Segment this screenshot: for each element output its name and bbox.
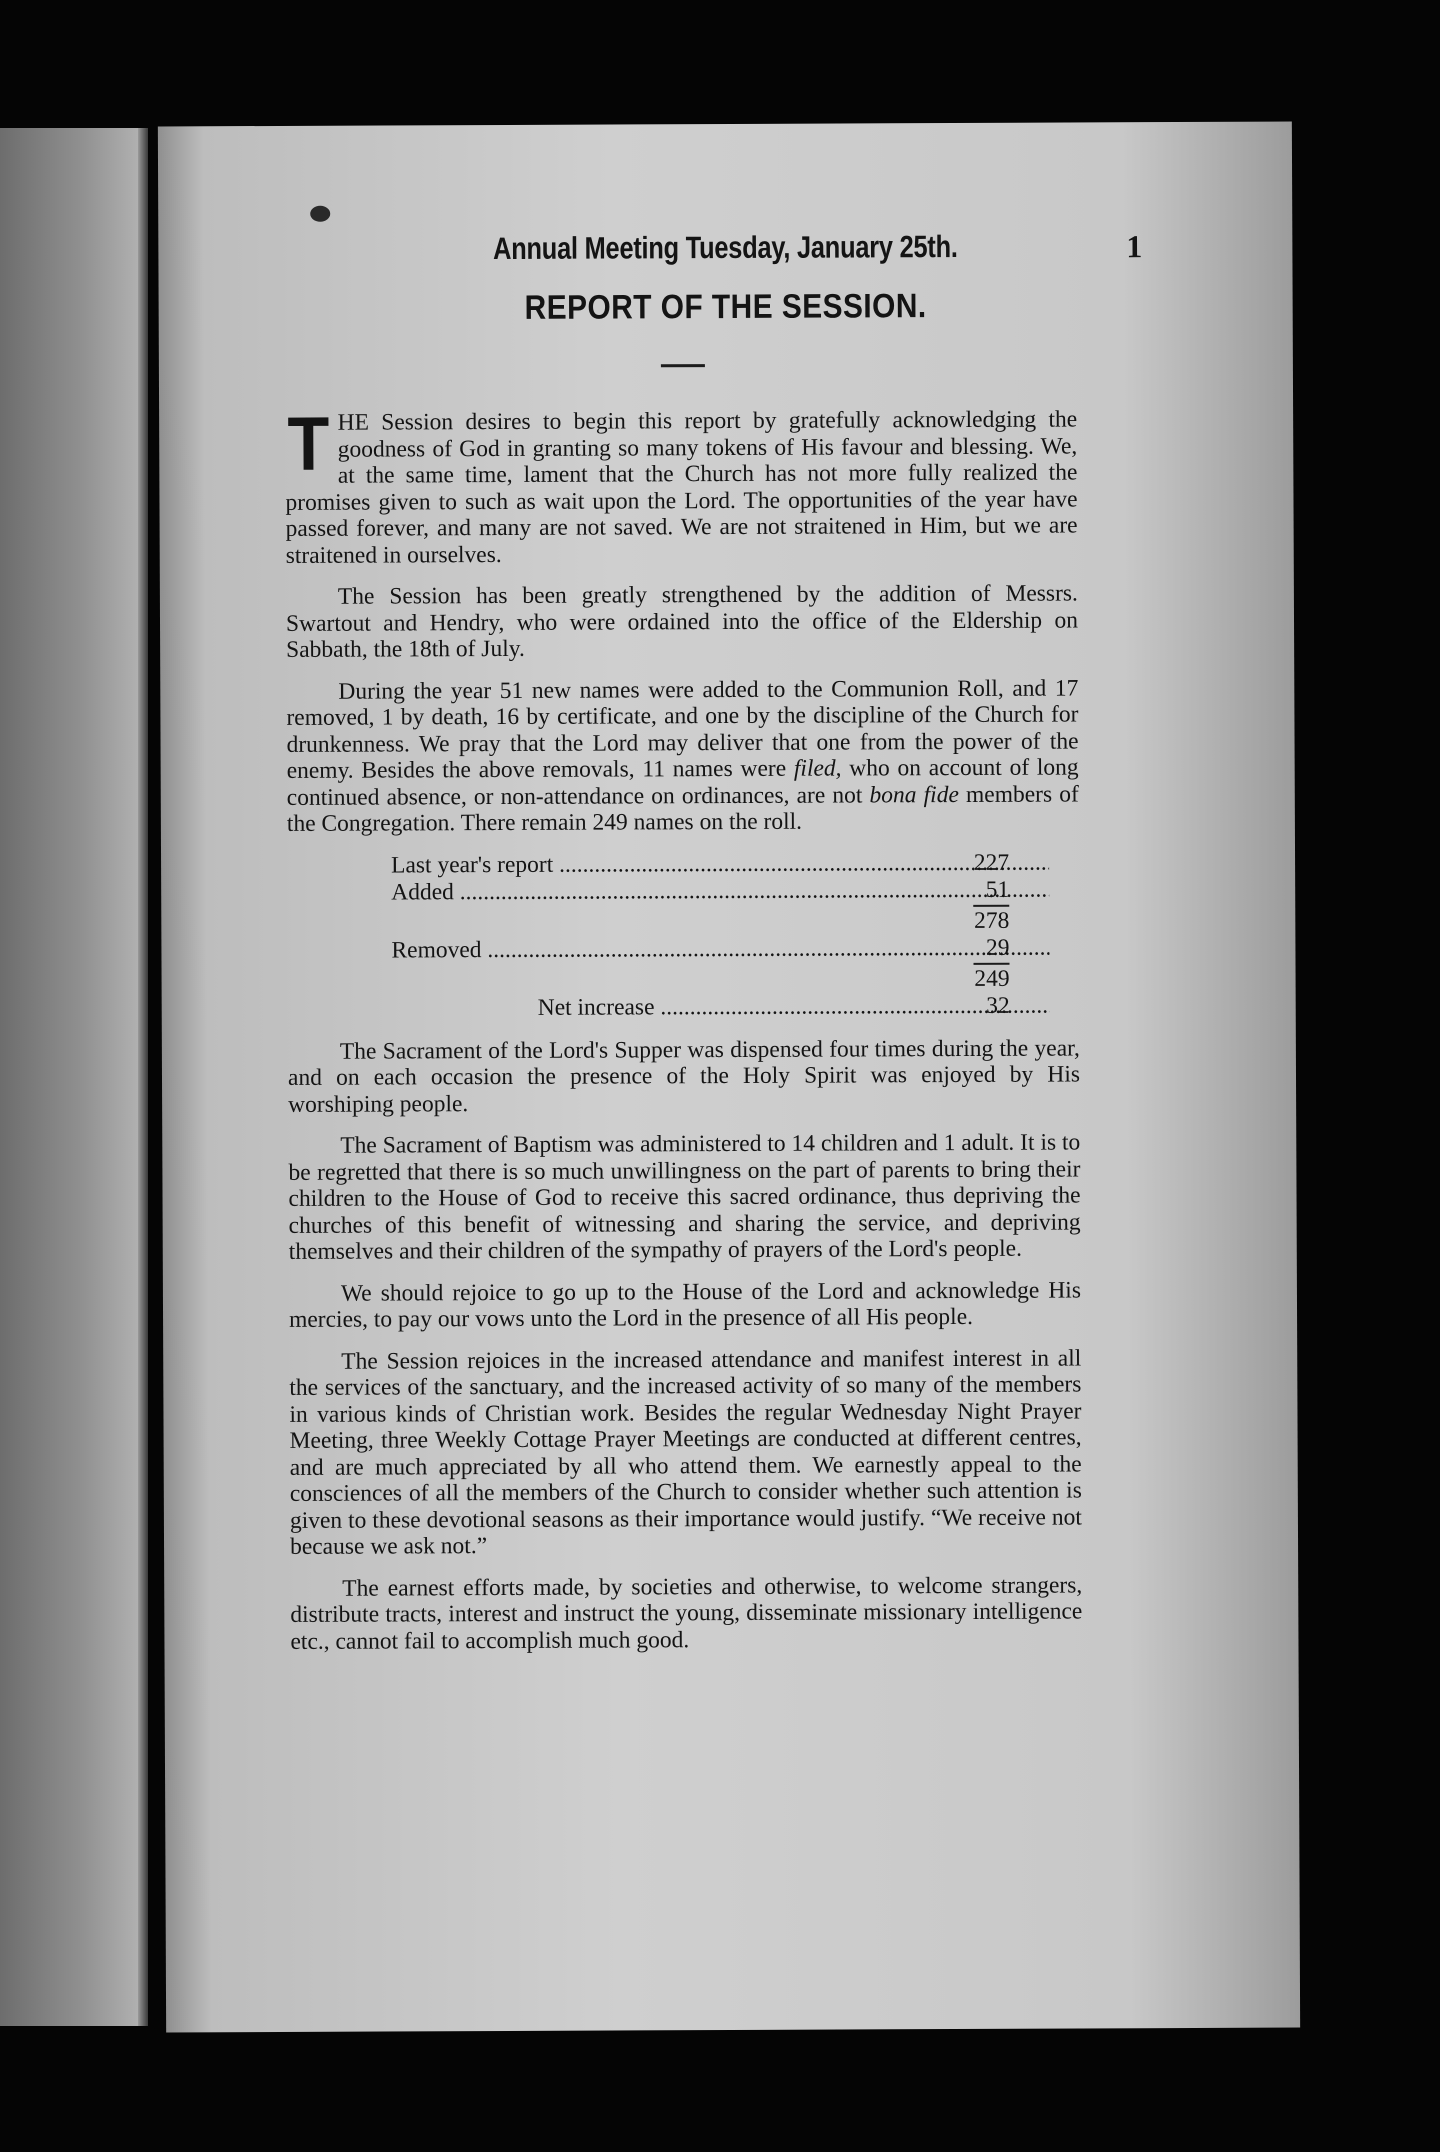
report-body bbox=[285, 401, 1083, 1669]
paragraph-text: HE Session desires to begin this report by gratefully acknowledging the goodness of God in granting so many tokens of His favour and blessing. We, at the same time, lament that the Church has not more fully realized the promises given to such as wait upon the Lord. The opportunities of the year have passed forever, and many are not saved. We are not straitened in Him, but we are straitened in ourselves. bbox=[285, 406, 1078, 569]
italic-bona-fide: bona fide bbox=[869, 781, 959, 808]
report-title: REPORT OF THE SESSION. bbox=[524, 287, 927, 327]
row-value: 51 bbox=[985, 876, 1010, 903]
paragraph-eldership: The Session has been greatly strengthened by the addition of Messrs. Swartout and Hendry, who were ordained into the office of the Eldership on Sabbath, the 18th of July. bbox=[285, 580, 1079, 663]
total-value: 249 bbox=[974, 965, 1010, 992]
paragraph-text: who on account of long continued absence, or non-attendance on ordinances, are not bbox=[286, 754, 1079, 811]
table-row bbox=[288, 965, 1080, 995]
table-row bbox=[287, 907, 1079, 937]
book-spine bbox=[138, 128, 148, 2026]
page-header bbox=[158, 228, 1292, 277]
paragraph-lords-supper: The Sacrament of the Lord's Supper was dispensed four times during the year, and on each occasion the presence of the Holy Spirit was enjoyed by His worshiping people. bbox=[287, 1034, 1081, 1118]
table-row bbox=[287, 934, 1079, 964]
ink-blot bbox=[310, 206, 330, 222]
row-label: Net increase ..... bbox=[538, 992, 1050, 1020]
row-label: Last year's report ..... bbox=[391, 849, 1049, 878]
row-value: 227 bbox=[973, 849, 1010, 876]
row-value: 32 bbox=[986, 992, 1010, 1019]
paragraph-attendance: The Session rejoices in the increased attendance and manifest interest in all the services of the sanctuary, and the increased activity of so many of the members in various kinds of Christian work. Besides the regular Wednesday Night Prayer Meeting, three Weekly Cottage Prayer Meetings are conducted at different centres, and are much appreciated by all who attend them. We earnestly appeal to the consciences of all the members of the Church to consider whether such attention is given to these devotional seasons as their importance would justify. “We receive not because we ask not.” bbox=[289, 1344, 1082, 1560]
paragraph-text: members of the Congregation. There remain 249 names on the roll. bbox=[286, 780, 1079, 837]
roll-table bbox=[287, 849, 1080, 1022]
table-row bbox=[288, 992, 1080, 1022]
page-number: 1 bbox=[1126, 228, 1143, 265]
facing-page-edge bbox=[0, 128, 148, 2026]
paragraph-efforts: The earnest efforts made, by societies and otherwise, to welcome strangers, distribute tracts, interest and instruct the young, disseminate missionary intelligence etc., cannot fail to accomplish much good. bbox=[290, 1571, 1083, 1655]
italic-filed: filed, bbox=[793, 755, 842, 782]
document-page bbox=[158, 122, 1300, 2033]
paragraph-intro bbox=[285, 401, 1078, 569]
running-head: Annual Meeting Tuesday, January 25th. bbox=[493, 228, 958, 267]
drop-cap: T bbox=[287, 401, 330, 487]
paragraph-communion-roll bbox=[286, 675, 1079, 837]
paragraph-text: During the year 51 new names were added to the Communion Roll, and 17 removed, 1 by death, 16 by certificate, and one by the discipline of the Church for drunkenness. We pray that the Lord may deliver that one from the power of the enemy. Besides the above removals, 11 names were bbox=[286, 674, 1079, 784]
table-row bbox=[287, 876, 1079, 906]
title-rule bbox=[661, 364, 705, 367]
subtotal-value: 278 bbox=[974, 907, 1010, 934]
table-row bbox=[287, 849, 1079, 879]
paragraph-baptism: The Sacrament of Baptism was administered to 14 children and 1 adult. It is to be regretted that there is so much unwillingness on the part of parents to bring their children to the House of God to receive this sacred ordinance, thus depriving the churches of this benefit of witnessing and sharing the service, and depriving themselves and their children of the sympathy of prayers of the Lord's people. bbox=[288, 1129, 1081, 1265]
row-label: Removed ..... bbox=[391, 934, 1049, 963]
row-value: 29 bbox=[985, 934, 1010, 961]
row-label: Added ..... bbox=[391, 876, 1049, 905]
paragraph-rejoice: We should rejoice to go up to the House of the Lord and acknowledge His mercies, to pay our vows unto the Lord in the presence of all His people. bbox=[288, 1276, 1081, 1333]
